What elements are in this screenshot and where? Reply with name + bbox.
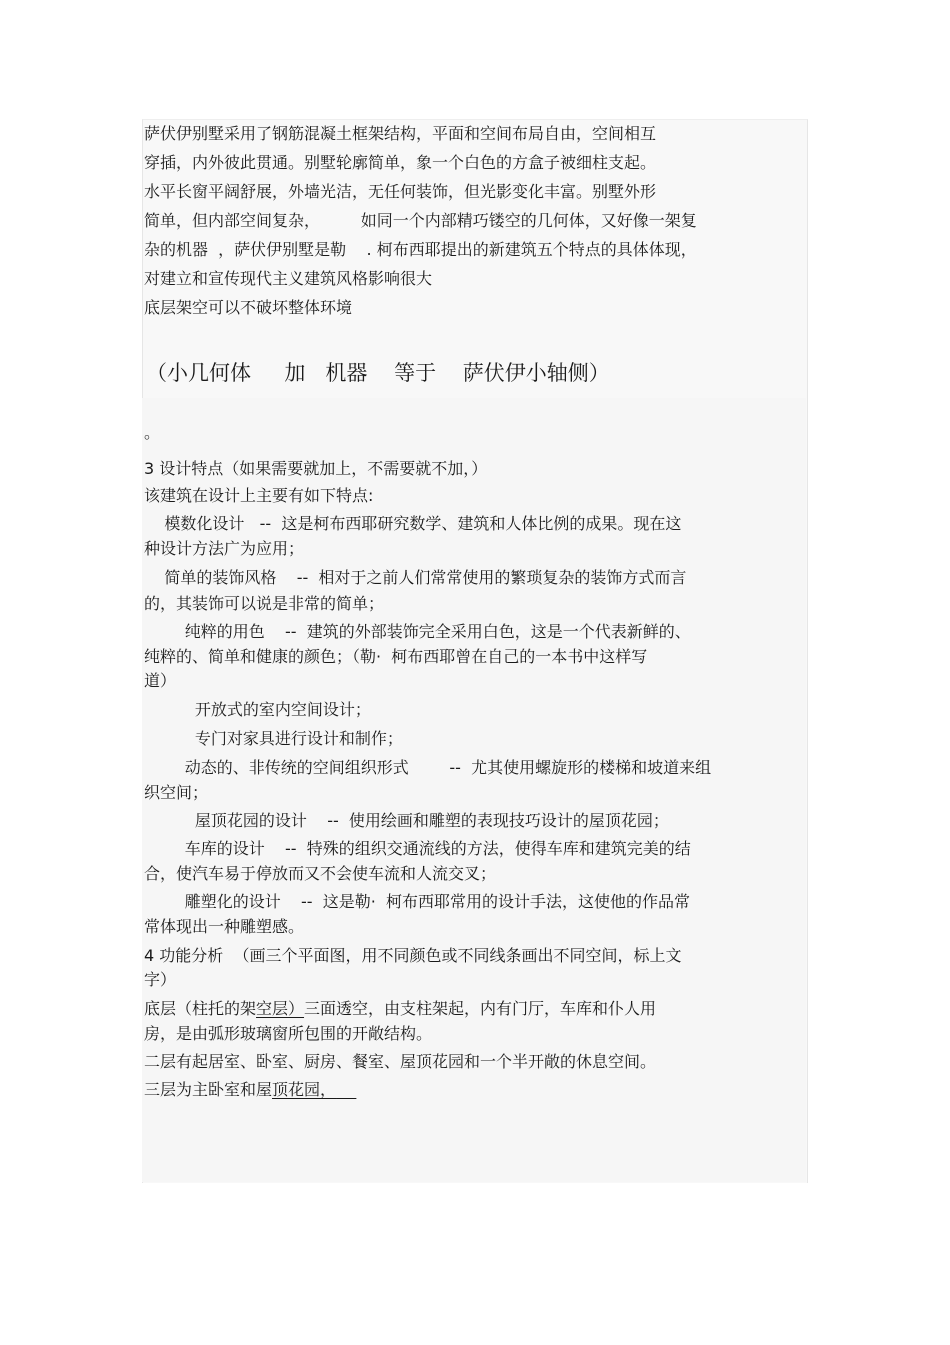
text-line: 简单，但内部空间复杂， 如同一个内部精巧镂空的几何体，又好像一架复 <box>144 211 697 230</box>
feature-line: 雕塑化的设计 -- 这是勒· 柯布西耶常用的设计手法，这使他的作品常 <box>144 892 691 911</box>
third-floor-text: 三层为主卧室和屋 <box>144 1080 273 1099</box>
feature-line: 专门对家具进行设计和制作； <box>144 729 403 748</box>
third-floor-line <box>144 1080 356 1100</box>
section3-heading: 3 设计特点（如果需要就加上，不需要就不加，） <box>144 459 488 478</box>
feature-line: 的，其装饰可以说是非常的简单； <box>144 594 385 613</box>
feature-line: 常体现出一种雕塑感。 <box>144 917 305 936</box>
feature-line: 屋顶花园的设计 -- 使用绘画和雕塑的表现技巧设计的屋顶花园； <box>144 811 669 830</box>
text-line: 底层架空可以不破坏整体环境 <box>144 298 353 317</box>
third-floor-underlined: 顶花园， <box>272 1080 337 1099</box>
period-mark: 。 <box>144 423 161 442</box>
feature-line: 车库的设计 -- 特殊的组织交通流线的方法，使得车库和建筑完美的结 <box>144 839 691 858</box>
second-floor-line: 二层有起居室、卧室、厨房、餐室、屋顶花园和一个半开敞的休息空间。 <box>144 1052 657 1071</box>
feature-line: 织空间； <box>144 783 209 802</box>
ground-floor-text-rest: 三面透空，由支柱架起，内有门厅，车库和仆人用 <box>304 999 657 1018</box>
feature-line: 开放式的室内空间设计； <box>144 700 371 719</box>
trailing-underline <box>336 1080 356 1099</box>
text-line: 杂的机器 ，萨伏伊别墅是勒 . 柯布西耶提出的新建筑五个特点的具体体现， <box>144 240 697 259</box>
feature-line: 种设计方法广为应用； <box>144 539 305 558</box>
feature-line: 动态的、非传统的空间组织形式 -- 尤其使用螺旋形的楼梯和坡道来组 <box>144 758 712 777</box>
section3-intro: 该建筑在设计上主要有如下特点: <box>144 486 374 505</box>
formula-line: （小几何体 加 机器 等于 萨伏伊小轴侧） <box>146 361 610 385</box>
ground-floor-underlined: 空层） <box>256 999 305 1018</box>
ground-floor-line-2: 房，是由弧形玻璃窗所包围的开敞结构。 <box>144 1024 433 1043</box>
feature-line: 简单的装饰风格 -- 相对于之前人们常常使用的繁琐复杂的装饰方式而言 <box>144 568 687 587</box>
section4-heading-cont: 字） <box>144 970 177 989</box>
feature-line: 道） <box>144 671 177 690</box>
text-line: 水平长窗平阔舒展，外墙光洁，无任何装饰，但光影变化丰富。别墅外形 <box>144 182 657 201</box>
ground-floor-line <box>144 999 656 1019</box>
feature-line: 模数化设计 -- 这是柯布西耶研究数学、建筑和人体比例的成果。现在这 <box>144 514 682 533</box>
section4-heading: 4 功能分析 （画三个平面图，用不同颜色或不同线条画出不同空间，标上文 <box>144 946 682 965</box>
text-line: 萨伏伊别墅采用了钢筋混凝土框架结构，平面和空间布局自由，空间相互 <box>144 124 657 143</box>
feature-line: 合，使汽车易于停放而又不会使车流和人流交叉； <box>144 864 497 883</box>
text-line: 对建立和宣传现代主义建筑风格影响很大 <box>144 269 433 288</box>
ground-floor-text: 底层（柱托的架 <box>144 999 257 1018</box>
feature-line: 纯粹的、简单和健康的颜色；（勒· 柯布西耶曾在自己的一本书中这样写 <box>144 647 648 666</box>
feature-line: 纯粹的用色 -- 建筑的外部装饰完全采用白色，这是一个代表新鲜的、 <box>144 622 691 641</box>
text-line: 穿插，内外彼此贯通。别墅轮廓简单，象一个白色的方盒子被细柱支起。 <box>144 153 657 172</box>
